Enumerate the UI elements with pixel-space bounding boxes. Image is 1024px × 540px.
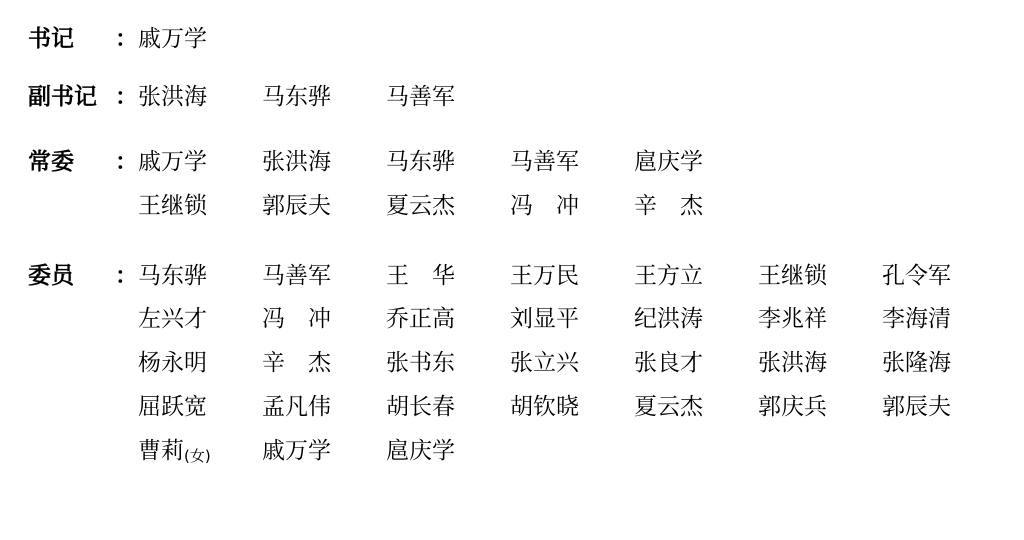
name-chars: 戚万学 [262,437,331,464]
name-item [262,430,386,474]
name-item [510,141,634,185]
name-item [138,185,262,229]
name-chars: 曹莉 [138,437,184,464]
name-item [138,76,262,120]
name-chars: 郭辰夫 [882,393,951,420]
name-line [138,255,1006,299]
name-item [634,386,758,430]
name-item [386,255,510,299]
name-item [882,342,1006,386]
name-item [882,386,1006,430]
name-item [882,298,1006,342]
name-item [510,298,634,342]
name-item [634,298,758,342]
name-chars: 郭辰夫 [262,193,331,220]
name-chars: 纪洪涛 [634,306,703,333]
name-chars: 辛 杰 [634,193,703,220]
name-chars: 胡钦晓 [510,393,579,420]
name-chars: 张洪海 [138,83,207,110]
spacer [0,229,1024,255]
name-item [386,298,510,342]
names-group-deputy-secretary [138,76,510,120]
name-chars: 乔正高 [386,306,455,333]
label-chars: 常委 [28,149,74,176]
name-chars: 王 华 [386,262,455,289]
name-chars: 王万民 [510,262,579,289]
label-chars: 委员 [28,262,74,289]
name-chars: 马东骅 [386,149,455,176]
section-label-text [28,255,114,299]
name-chars: 杨永明 [138,350,207,377]
name-item [634,141,758,185]
section-label-standing-committee [0,141,138,185]
name-chars: 王方立 [634,262,703,289]
roster-section-secretary [0,18,1024,62]
label-colon: ： [115,149,138,176]
name-chars: 张洪海 [758,350,827,377]
name-item [386,342,510,386]
section-label-text [28,18,114,62]
name-chars: 扈庆学 [386,437,455,464]
section-label-secretary [0,18,138,62]
name-item [634,185,758,229]
name-chars: 马东骅 [262,83,331,110]
name-item [758,342,882,386]
name-item [262,298,386,342]
spacer [0,119,1024,141]
name-line [138,18,262,62]
label-chars: 书记 [28,26,74,52]
name-item [758,386,882,430]
name-chars: 王继锁 [758,262,827,289]
roster-section-standing-committee [0,141,1024,228]
name-line [138,386,1006,430]
name-item [138,255,262,299]
names-group-secretary [138,18,262,62]
name-item [262,342,386,386]
label-colon: ： [115,26,138,52]
name-item [262,141,386,185]
section-label-text [28,76,114,120]
name-chars: 马善军 [386,83,455,110]
name-chars: 戚万学 [138,149,207,176]
roster-section-members [0,255,1024,473]
name-line [138,298,1006,342]
name-chars: 冯 冲 [510,193,579,220]
roster-section-deputy-secretary [0,76,1024,120]
name-chars: 马善军 [510,149,579,176]
name-item [386,185,510,229]
section-label-deputy-secretary [0,76,138,120]
name-chars: 张隆海 [882,350,951,377]
name-item [262,386,386,430]
name-chars: 郭庆兵 [758,393,827,420]
name-chars: 张书东 [386,350,455,377]
name-chars: 李海清 [882,306,951,333]
name-chars: 张洪海 [262,149,331,176]
name-chars: 王继锁 [138,193,207,220]
name-chars: 刘显平 [510,306,579,333]
name-item [510,342,634,386]
name-item [386,430,510,474]
name-chars: 夏云杰 [634,393,703,420]
name-item [138,430,262,474]
name-item [758,298,882,342]
name-chars: 马善军 [262,262,331,289]
name-line [138,185,758,229]
names-group-members [138,255,1006,473]
name-line [138,430,1006,474]
name-item [262,255,386,299]
name-item [386,141,510,185]
name-item [386,386,510,430]
label-colon: ： [115,262,138,289]
name-chars: 左兴才 [138,306,207,333]
name-item [882,255,1006,299]
name-item [510,185,634,229]
name-chars: 辛 杰 [262,350,331,377]
section-label-members [0,255,138,299]
label-chars: 副书记 [28,83,97,110]
name-item [758,255,882,299]
name-item [510,386,634,430]
name-chars: 扈庆学 [634,149,703,176]
name-chars: 夏云杰 [386,193,455,220]
section-label-text [28,141,114,185]
name-item [262,76,386,120]
name-chars: 胡长春 [386,393,455,420]
name-chars: 冯 冲 [262,306,331,333]
name-chars: 马东骅 [138,262,207,289]
name-line [138,342,1006,386]
name-item [510,255,634,299]
name-item [262,185,386,229]
spacer [0,62,1024,76]
name-item [138,298,262,342]
name-item [138,18,262,62]
name-chars: 孟凡伟 [262,393,331,420]
name-chars: 李兆祥 [758,306,827,333]
name-item [634,342,758,386]
name-chars: 戚万学 [138,26,207,52]
name-item [634,255,758,299]
name-item [138,141,262,185]
name-item [386,76,510,120]
name-chars: 张立兴 [510,350,579,377]
name-item [138,386,262,430]
name-chars: 孔令军 [882,262,951,289]
name-line [138,76,510,120]
name-chars: 屈跃宽 [138,393,207,420]
label-colon: ： [115,83,138,110]
name-item [138,342,262,386]
name-line [138,141,758,185]
name-suffix: (女) [184,446,211,465]
name-chars: 张良才 [634,350,703,377]
names-group-standing-committee [138,141,758,228]
